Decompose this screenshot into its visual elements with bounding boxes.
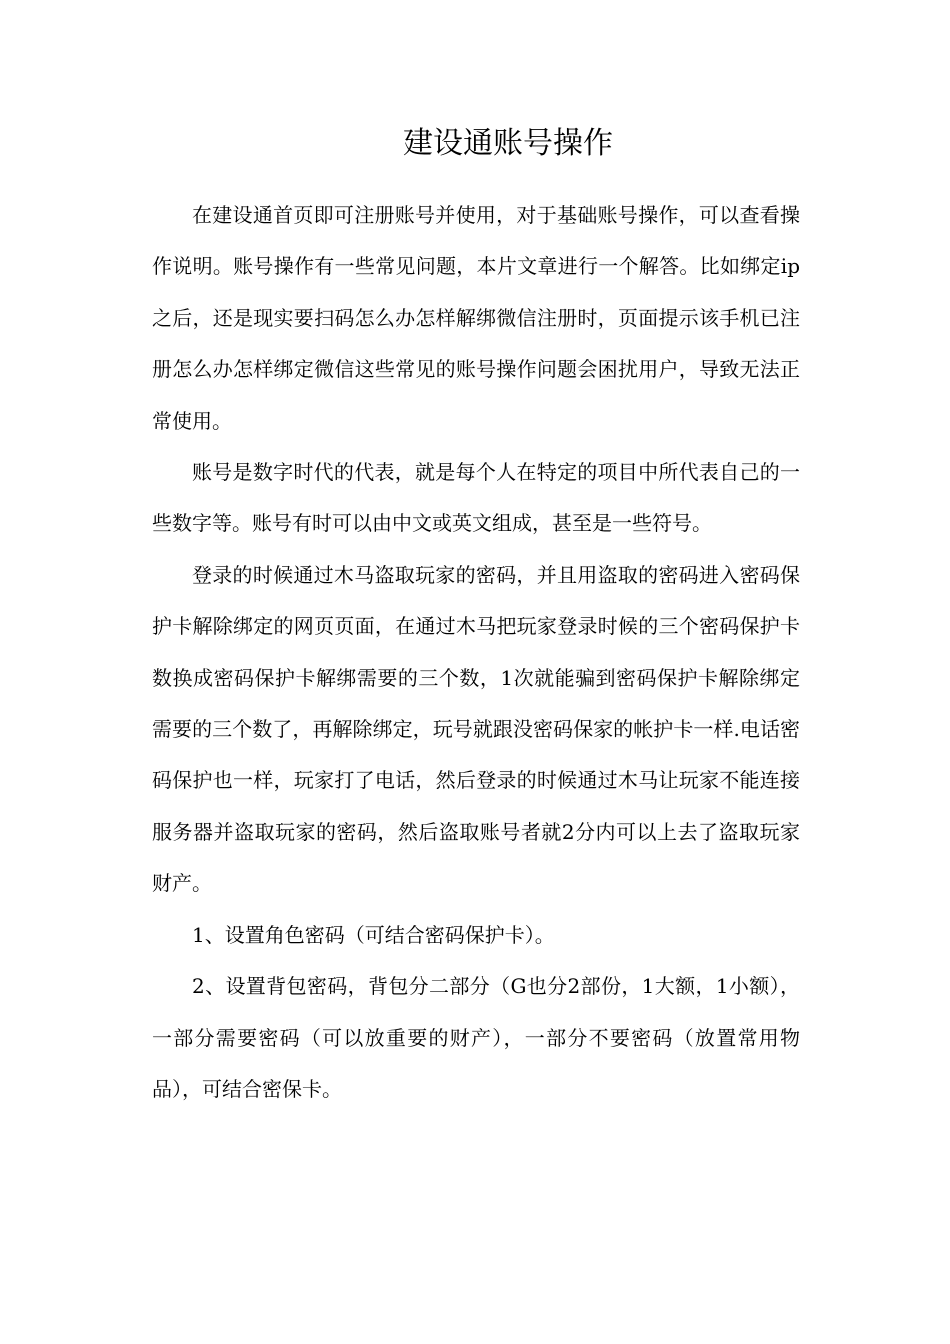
paragraph-intro: 在建设通首页即可注册账号并使用，对于基础账号操作，可以查看操作说明。账号操作有一些常见问题，本片文章进行一个解答。比如绑定ip之后，还是现实要扫码怎么办怎样解绑微信注册时，页面提示该手机已注册怎么办怎样绑定微信这些常见的账号操作问题会困扰用户，导致无法正常使用。 xyxy=(152,203,800,433)
paragraph-tip-1: 1、设置角色密码（可结合密码保护卡）。 xyxy=(192,922,555,947)
paragraph-trojan-theft: 登录的时候通过木马盗取玩家的密码，并且用盗取的密码进入密码保护卡解除绑定的网页页面，在通过木马把玩家登录时候的三个密码保护卡数换成密码保护卡解绑需要的三个数，1次就能骗到密码保护卡解除绑定需要的三个数了，再解除绑定，玩号就跟没密码保家的帐护卡一样.电话密码保护也一样，玩家打了电话，然后登录的时候通过木马让玩家不能连接服务器并盗取玩家的密码，然后盗取账号者就2分内可以上去了盗取玩家财产。 xyxy=(152,562,800,896)
document-title: 建设通账号操作 xyxy=(403,126,613,161)
paragraph-account-definition: 账号是数字时代的代表，就是每个人在特定的项目中所代表自己的一些数字等。账号有时可以由中文或英文组成，甚至是一些符号。 xyxy=(152,460,800,536)
document-body xyxy=(152,190,800,1115)
paragraph-tip-2: 2、设置背包密码，背包分二部分（G也分2部份，1大额，1小额），一部分需要密码（可以放重要的财产），一部分不要密码（放置常用物品），可结合密保卡。 xyxy=(152,974,800,1101)
